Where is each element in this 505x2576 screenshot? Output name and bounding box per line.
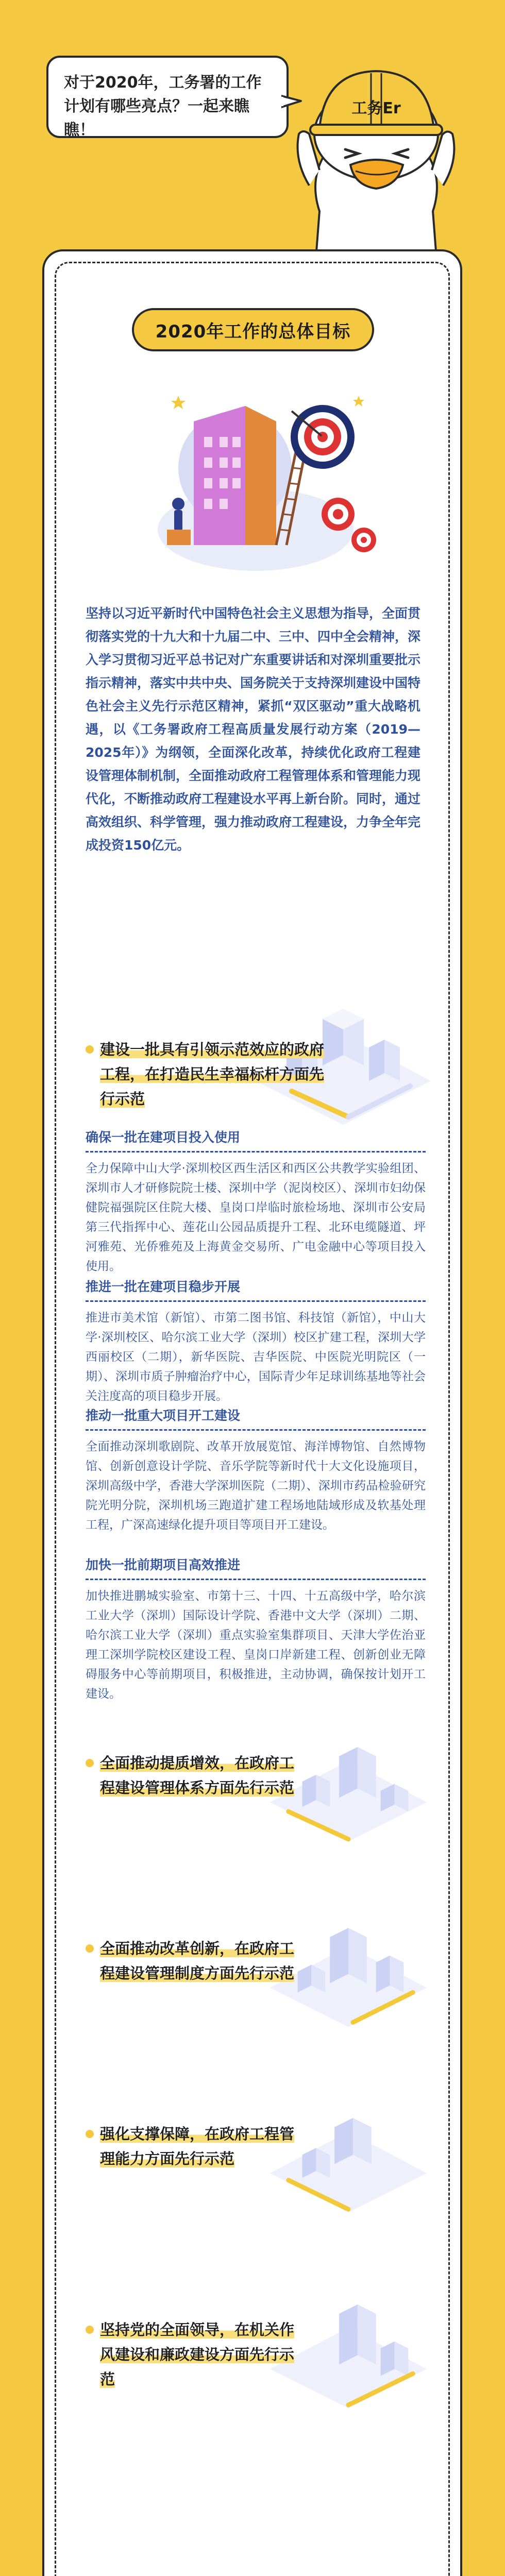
sub-block-body: 全面推动深圳歌剧院、改革开放展览馆、海洋博物馆、自然博物馆、创新创意设计学院、音乐学院等新时代十大文化设施项目，深圳高级中学，香港大学深圳医院（二期）、深圳市药品检验研究院光明分院，深圳机场三跑道扩建工程场地陆域形成及软基处理工程，广深高速绿化提升项目等项目开工建设。 [86, 1440, 426, 1532]
bullet-dot-icon [86, 1045, 94, 1054]
section-4-heading [86, 2122, 296, 2171]
card-title-bar [132, 308, 374, 351]
section-2-heading [86, 1751, 296, 1800]
sub-block-1 [86, 1127, 426, 1276]
section-3-heading [86, 1936, 296, 1986]
sub-block-body: 推进市美术馆（新馆）、市第二图书馆、科技馆（新馆），中山大学·深圳校区、哈尔滨工业大学（深圳）校区扩建工程，深圳大学西丽校区（二期），新华医院、吉华医院、中医院光明院区（一期）、深圳市质子肿瘤治疗中心，国际青少年足球训练基地等社会关注度高的项目稳步开展。 [86, 1311, 426, 1403]
bullet-dot-icon [86, 2130, 94, 2138]
sub-block-title: 推进一批在建项目稳步开展 [86, 1277, 426, 1302]
sub-block-2 [86, 1277, 426, 1406]
speech-bubble [46, 56, 289, 138]
sub-block-body: 加快推进鹏城实验室、市第十三、十四、十五高级中学，哈尔滨工业大学（深圳）国际设计学院、香港中文大学（深圳）二期、哈尔滨工业大学（深圳）重点实验室集群项目、天津大学佐治亚理工深圳学院校区建设工程、皇岗口岸新建工程、创新创业无障碍服务中心等前期项目，积极推进，主动协调，确保按计划开工建设。 [86, 1589, 426, 1701]
section-5-headline: 坚持党的全面领导，在机关作风建设和廉政建设方面先行示范 [100, 2321, 295, 2388]
intro-paragraph: 坚持以习近平新时代中国特色社会主义思想为指导，全面贯彻落实党的十九大和十九届二中、三中、四中全会精神，深入学习贯彻习近平总书记对广东重要讲话和对深圳重要批示指示精神，落实中共中央、国务院关于支持深圳建设中国特色社会主义先行示范区精神，紧抓“双区驱动”重大战略机遇，以《工务署政府工程高质量发展行动方案（2019—2025年）》为纲领，全面深化改革，持续优化政府工程建设管理体制机制，全面推动政府工程管理体系和管理能力现代化，不断推动政府工程建设水平再上新台阶。同时，通过高效组织、科学管理，强力推动政府工程建设，力争全年完成投资150亿元。 [86, 606, 421, 853]
sub-block-title: 加快一批前期项目高效推进 [86, 1555, 426, 1580]
section-4-headline: 强化支撑保障，在政府工程管理能力方面先行示范 [100, 2125, 295, 2167]
sub-block-body: 全力保障中山大学·深圳校区西生活区和西区公共教学实验组团、深圳市人才研修院院士楼、深圳中学（泥岗校区）、深圳市妇幼保健院福强院区住院大楼、皇岗口岸临时旅检场地、深圳市公安局第三代指挥中心、莲花山公园品质提升工程、北环电缆隧道、坪河雅苑、光侨雅苑及上海黄金交易所、广电金融中心等项目投入使用。 [86, 1162, 426, 1273]
duck-mascot-icon [289, 57, 459, 278]
section-1-heading [86, 1037, 327, 1111]
bullet-dot-icon [86, 2326, 94, 2334]
duck-helmet-text: 工务Er [351, 99, 401, 117]
main-card [42, 249, 462, 2576]
bubble-text: 对于2020年，工务署的工作计划有哪些亮点？一起来瞧瞧！ [64, 74, 262, 139]
target-building-illustration-icon [122, 375, 390, 591]
sub-block-3 [86, 1405, 426, 1535]
sub-block-title: 推动一批重大项目开工建设 [86, 1405, 426, 1431]
section-5-heading [86, 2317, 296, 2392]
section-1-headline: 建设一批具有引领示范效应的政府工程，在打造民生幸福标杆方面先行示范 [100, 1041, 325, 1108]
section-2-headline: 全面推动提质增效，在政府工程建设管理体系方面先行示范 [100, 1754, 295, 1797]
bullet-dot-icon [86, 1944, 94, 1953]
sub-block-title: 确保一批在建项目投入使用 [86, 1127, 426, 1153]
section-3-headline: 全面推动改革创新，在政府工程建设管理制度方面先行示范 [100, 1940, 295, 1982]
sub-block-4 [86, 1555, 426, 1704]
bullet-dot-icon [86, 1759, 94, 1767]
card-title: 2020年工作的总体目标 [155, 321, 351, 342]
